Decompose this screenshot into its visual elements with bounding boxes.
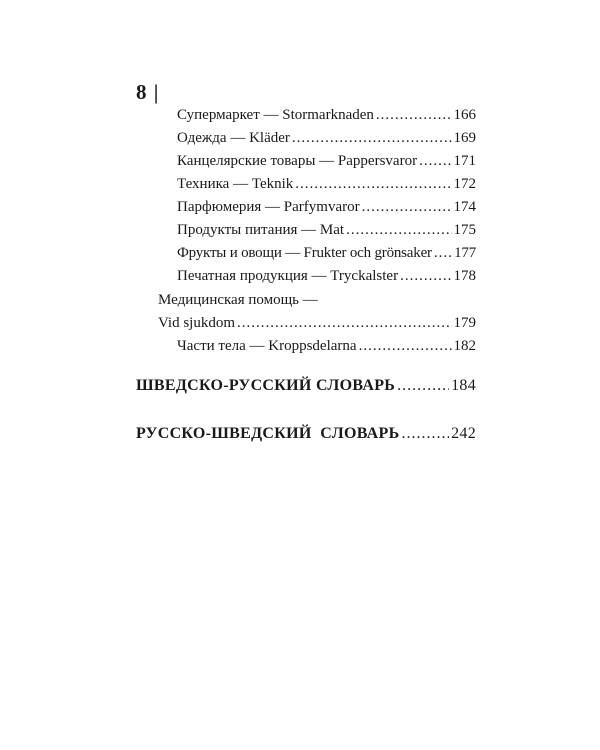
dot-leader [434, 242, 452, 264]
dot-leader [419, 150, 451, 172]
dot-leader [362, 196, 452, 218]
toc-entry-page: 169 [453, 130, 476, 146]
toc-entry-label: Фрукты и овощи — Frukter och grönsaker [177, 245, 432, 261]
toc-entry-page: 242 [451, 425, 476, 442]
dot-leader [295, 173, 451, 195]
toc-entry-page: 174 [453, 199, 476, 215]
dot-leader [376, 104, 452, 126]
toc-entry-label: Части тела — Kroppsdelarna [177, 338, 357, 354]
toc-entry-label: Vid sjukdom [158, 315, 236, 331]
toc-entry-clothes [177, 127, 476, 149]
dot-leader [400, 265, 451, 287]
toc-entry-label: Печатная продукция — Tryckalster [177, 268, 399, 284]
toc-entry-stationery [177, 150, 476, 172]
toc-entry-label: Одежда — Kläder [177, 130, 290, 146]
toc-entry-fruits [177, 242, 476, 264]
page-number: 8 | [136, 80, 160, 104]
toc-entry-page: 172 [453, 176, 476, 192]
toc-entry-supermarket [177, 104, 476, 126]
toc-entry-label: Парфюмерия — Parfymvaror [177, 199, 360, 215]
dot-leader [237, 312, 451, 334]
toc-entry-page: 175 [453, 222, 476, 238]
toc-entry-page: 182 [453, 338, 476, 354]
toc-entry-ru-sv-dictionary [136, 423, 476, 445]
toc-entry-label: Супермаркет — Stormarknaden [177, 107, 374, 123]
dot-leader [359, 335, 452, 357]
toc-entry-page: 166 [453, 107, 476, 123]
dot-leader [397, 375, 449, 397]
toc-entry-electronics [177, 173, 476, 195]
toc-entry-sv-ru-dictionary [136, 375, 476, 397]
toc-entry-body-parts [177, 335, 476, 357]
toc-entry-label: Продукты питания — Mat [177, 222, 345, 238]
toc-entry-medical [158, 312, 476, 334]
toc-entry-print [177, 265, 476, 287]
toc-entry-label: Техника — Teknik [177, 176, 294, 192]
dot-leader [401, 423, 449, 445]
toc-entry-page: 178 [453, 268, 476, 284]
toc-entry-label: ШВЕДСКО-РУССКИЙ СЛОВАРЬ [136, 377, 396, 394]
dot-leader [292, 127, 452, 149]
dot-leader [346, 219, 451, 241]
toc-entry-page: 177 [454, 245, 476, 261]
toc-entry-page: 184 [451, 377, 476, 394]
toc-entry-page: 171 [453, 153, 476, 169]
toc-entry-food [177, 219, 476, 241]
toc-entry-perfumery [177, 196, 476, 218]
toc-entry-page: 179 [453, 315, 476, 331]
toc-entry-label: РУССКО-ШВЕДСКИЙ СЛОВАРЬ [136, 425, 400, 442]
toc-entry-medical-title: Медицинская помощь — [158, 292, 318, 308]
toc-entry-label: Канцелярские товары — Pappersvaror [177, 153, 418, 169]
